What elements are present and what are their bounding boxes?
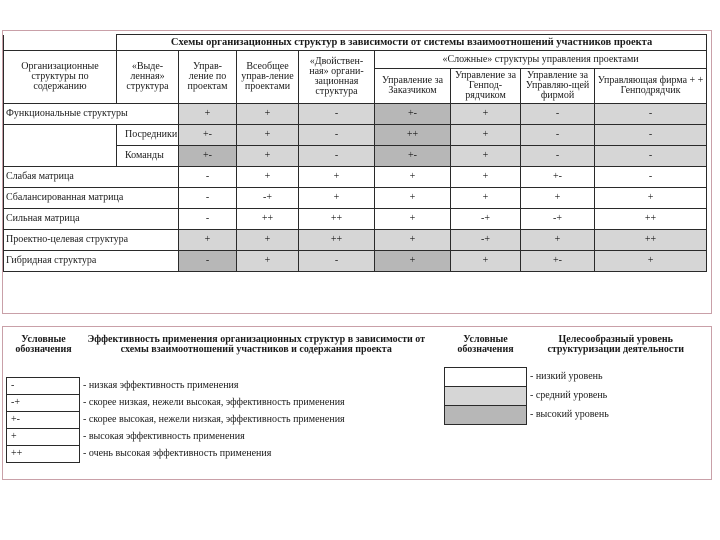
table-cell: +	[375, 251, 451, 272]
legend-text: - очень высокая эффективность применения	[83, 448, 272, 459]
table-cell: -	[299, 125, 375, 146]
table-cell: +	[521, 188, 595, 209]
table-title: Схемы организационных структур в зависимости от системы взаимоотношений участников проекта	[117, 35, 707, 51]
table-cell: +	[375, 209, 451, 230]
level-symbols-heading: Условные обозначения	[457, 334, 514, 355]
table-cell: +-	[375, 104, 451, 125]
legend-meaning-heading: Эффективность применения организационных структур в зависимости от схемы взаимоотношений участников и содержания проекта	[87, 334, 426, 355]
legend-item	[445, 368, 706, 387]
level-meaning-heading: Целесообразный уровень структуризации деятельности	[547, 334, 685, 355]
table-cell: +	[451, 146, 521, 167]
table-row	[4, 188, 707, 209]
table-cell: -	[521, 146, 595, 167]
row-label: Проектно-целевая структура	[4, 230, 179, 251]
org-structures-table	[3, 34, 707, 272]
table-cell: +	[375, 188, 451, 209]
legend-item	[7, 429, 434, 446]
table-cell: ++	[375, 125, 451, 146]
row-label: Команды	[117, 146, 179, 167]
table-cell: +	[299, 167, 375, 188]
table-row	[4, 146, 707, 167]
legend-symbol: ++	[7, 446, 80, 463]
indent-cell	[4, 146, 117, 167]
legend-symbol: +	[7, 429, 80, 446]
table-cell: -	[299, 104, 375, 125]
swatch-high-level	[445, 406, 527, 425]
table-cell: -	[595, 167, 707, 188]
table-row	[4, 230, 707, 251]
table-cell: +	[237, 230, 299, 251]
table-row	[4, 251, 707, 272]
corner-cell	[4, 35, 117, 51]
legend-symbol: -+	[7, 395, 80, 412]
table-cell: +	[451, 167, 521, 188]
table-cell: +	[237, 167, 299, 188]
table-cell: ++	[237, 209, 299, 230]
legend-item	[7, 412, 434, 429]
table-cell: ++	[299, 209, 375, 230]
table-cell: +-	[521, 251, 595, 272]
row-label: Сильная матрица	[4, 209, 179, 230]
table-row	[4, 209, 707, 230]
structuring-level-legend	[444, 335, 706, 425]
table-cell: -+	[237, 188, 299, 209]
table-cell: +	[375, 167, 451, 188]
col-header-dual-structure: «Двойствен-ная» органи-зационная структура	[299, 51, 375, 104]
table-cell: -	[595, 104, 707, 125]
legend-text: - скорее низкая, нежели высокая, эффективность применения	[83, 397, 345, 408]
table-cell: -	[595, 125, 707, 146]
row-label: Гибридная структура	[4, 251, 179, 272]
table-cell: -+	[451, 209, 521, 230]
table-cell: +	[451, 251, 521, 272]
swatch-low-level	[445, 368, 527, 387]
table-cell: ++	[595, 209, 707, 230]
table-cell: +	[451, 188, 521, 209]
legend-symbols-heading: Условные обозначения	[15, 334, 72, 355]
table-cell: +	[451, 125, 521, 146]
table-cell: -	[179, 167, 237, 188]
table-cell: +	[237, 251, 299, 272]
row-label: Слабая матрица	[4, 167, 179, 188]
legend-item	[7, 395, 434, 412]
legend-text: - средний уровень	[530, 390, 608, 401]
legend-text: - высокий уровень	[530, 409, 609, 420]
effectiveness-legend	[6, 335, 434, 463]
legend-item	[445, 406, 706, 425]
table-cell: +	[595, 251, 707, 272]
table-row	[4, 125, 707, 146]
table-cell: +	[237, 125, 299, 146]
col-header-general-contractor: Управление за Генпод-рядчиком	[451, 69, 521, 104]
row-header-label: Организационные структуры по содержанию	[4, 51, 117, 104]
legend-symbol: +-	[7, 412, 80, 429]
indent-cell	[4, 125, 117, 146]
col-header-firm-plus-contractor: Управляющая фирма + + Генподрядчик	[595, 69, 707, 104]
table-cell: -	[299, 251, 375, 272]
table-cell: +	[179, 230, 237, 251]
row-label: Функциональные структуры	[4, 104, 179, 125]
table-cell: +-	[179, 125, 237, 146]
legend-text: - высокая эффективность применения	[83, 431, 245, 442]
table-cell: +-	[179, 146, 237, 167]
legend-item	[7, 446, 434, 463]
table-cell: -	[299, 146, 375, 167]
col-header-project-management: Управ-ление по проектам	[179, 51, 237, 104]
legend-symbol: -	[7, 378, 80, 395]
legend-item	[445, 387, 706, 406]
table-cell: +	[179, 104, 237, 125]
table-cell: ++	[299, 230, 375, 251]
table-cell: -	[179, 188, 237, 209]
col-header-managing-firm: Управление за Управляю-щей фирмой	[521, 69, 595, 104]
table-row	[4, 104, 707, 125]
col-header-dedicated: «Выде-ленная» структура	[117, 51, 179, 104]
table-cell: -	[521, 104, 595, 125]
table-cell: +	[595, 188, 707, 209]
table-cell: +	[237, 146, 299, 167]
table-cell: -+	[451, 230, 521, 251]
legend-text: - низкий уровень	[530, 371, 603, 382]
table-cell: +-	[375, 146, 451, 167]
table-cell: +-	[521, 167, 595, 188]
table-cell: +	[521, 230, 595, 251]
table-cell: +	[375, 230, 451, 251]
table-row	[4, 167, 707, 188]
table-cell: -	[595, 146, 707, 167]
col-group-complex: «Сложные» структуры управления проектами	[375, 51, 707, 69]
col-header-general-management: Всеобщее управ-ление проектами	[237, 51, 299, 104]
swatch-mid-level	[445, 387, 527, 406]
table-cell: +	[299, 188, 375, 209]
row-label: Посредники	[117, 125, 179, 146]
table-cell: ++	[595, 230, 707, 251]
col-header-customer: Управление за Заказчиком	[375, 69, 451, 104]
table-cell: -	[179, 251, 237, 272]
table-cell: +	[237, 104, 299, 125]
table-cell: -	[179, 209, 237, 230]
table-cell: -	[521, 125, 595, 146]
legend-text: - скорее высокая, нежели низкая, эффективность применения	[83, 414, 345, 425]
legend-item	[7, 378, 434, 395]
row-label: Сбалансированная матрица	[4, 188, 179, 209]
table-cell: +	[451, 104, 521, 125]
legend-text: - низкая эффективность применения	[83, 380, 239, 391]
table-cell: -+	[521, 209, 595, 230]
